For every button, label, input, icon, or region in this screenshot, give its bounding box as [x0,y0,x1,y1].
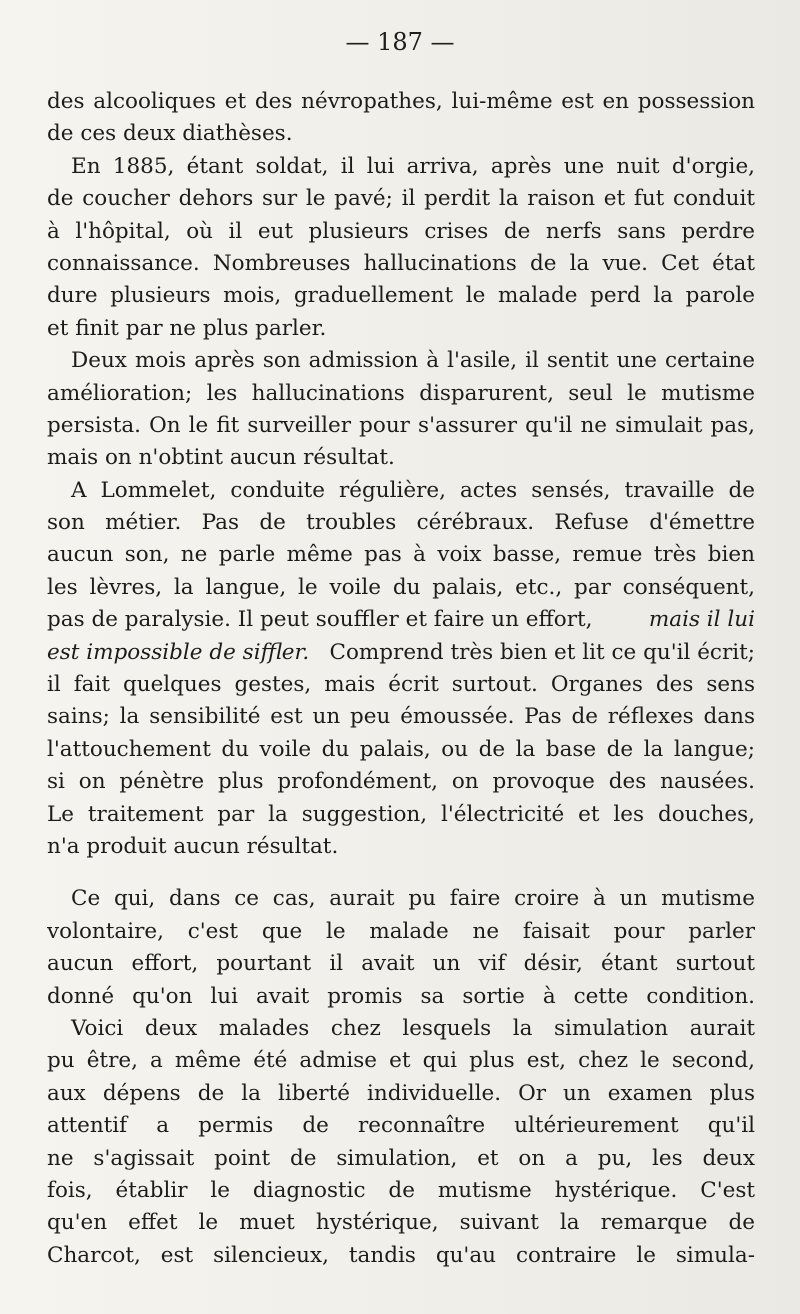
text-line: si on pénètre plus profondément, on provoque des nausées. [47,769,755,795]
text-line: dure plusieurs mois, graduellement le malade perd la parole [47,283,755,309]
text-line: persista. On le fit surveiller pour s'assurer qu'il ne simulait pas, [47,412,755,438]
text-line: Le traitement par la suggestion, l'électricité et les douches, [47,801,755,827]
text-line: donné qu'on lui avait promis sa sortie à cette condition. [47,983,755,1009]
text-line: amélioration; les hallucinations disparurent, seul le mutisme [47,380,755,406]
text-line: aucun son, ne parle même pas à voix basse, remue très bien [47,542,755,568]
text-line: volontaire, c'est que le malade ne faisait pour parler [47,918,755,944]
text-line: de ces deux diathèses. [47,121,293,147]
text-line: aux dépens de la liberté individuelle. Or un examen plus [47,1080,755,1106]
text-line: attentif a permis de reconnaître ultérieurement qu'il [47,1113,755,1139]
text-line: connaissance. Nombreuses hallucinations de la vue. Cet état [47,250,755,276]
text-line: n'a produit aucun résultat. [47,833,339,859]
text-line: Ce qui, dans ce cas, aurait pu faire croire à un mutisme [71,886,755,912]
italic-text: est impossible de siffler. [47,639,310,665]
text-line-mixed [47,604,755,636]
text-line: Voici deux malades chez lesquels la simulation aurait [71,1015,755,1041]
text-line: de coucher dehors sur le pavé; il perdit la raison et fut conduit [47,186,755,212]
text-line: il fait quelques gestes, mais écrit surtout. Organes des sens [47,672,755,698]
text-line: pu être, a même été admise et qui plus est, chez le second, [47,1048,755,1074]
text-line: A Lommelet, conduite régulière, actes sensés, travaille de [71,477,755,503]
text-line: les lèvres, la langue, le voile du palais, etc., par conséquent, [47,574,755,600]
italic-text: mais il lui [648,607,755,633]
text-line-mixed [47,637,755,669]
page-number: — 187 — [345,28,455,56]
text-line: son métier. Pas de troubles cérébraux. Refuse d'émettre [47,510,755,536]
text-line: En 1885, étant soldat, il lui arriva, après une nuit d'orgie, [71,153,755,179]
text-line: et finit par ne plus parler. [47,315,327,341]
text-line: mais on n'obtint aucun résultat. [47,445,395,471]
text-segment: pas de paralysie. Il peut souffler et faire un effort, [47,607,593,633]
body-text [47,86,755,1272]
paragraph-gap [47,863,755,883]
text-line: sains; la sensibilité est un peu émoussée. Pas de réflexes dans [47,704,755,730]
text-line: l'attouchement du voile du palais, ou de la base de la langue; [47,736,755,762]
text-line: qu'en effet le muet hystérique, suivant la remarque de [47,1210,755,1236]
text-line: fois, établir le diagnostic de mutisme hystérique. C'est [47,1177,755,1203]
text-segment: Comprend très bien et lit ce qu'il écrit; [329,639,755,665]
text-line: des alcooliques et des névropathes, lui-même est en possession [47,89,755,114]
text-line: Charcot, est silencieux, tandis qu'au contraire le simula- [47,1242,755,1268]
text-line: à l'hôpital, où il eut plusieurs crises de nerfs sans perdre [47,218,755,244]
text-line: aucun effort, pourtant il avait un vif désir, étant surtout [47,951,755,977]
text-line: Deux mois après son admission à l'asile, il sentit une certaine [71,348,755,374]
text-line: ne s'agissait point de simulation, et on a pu, les deux [47,1145,755,1171]
